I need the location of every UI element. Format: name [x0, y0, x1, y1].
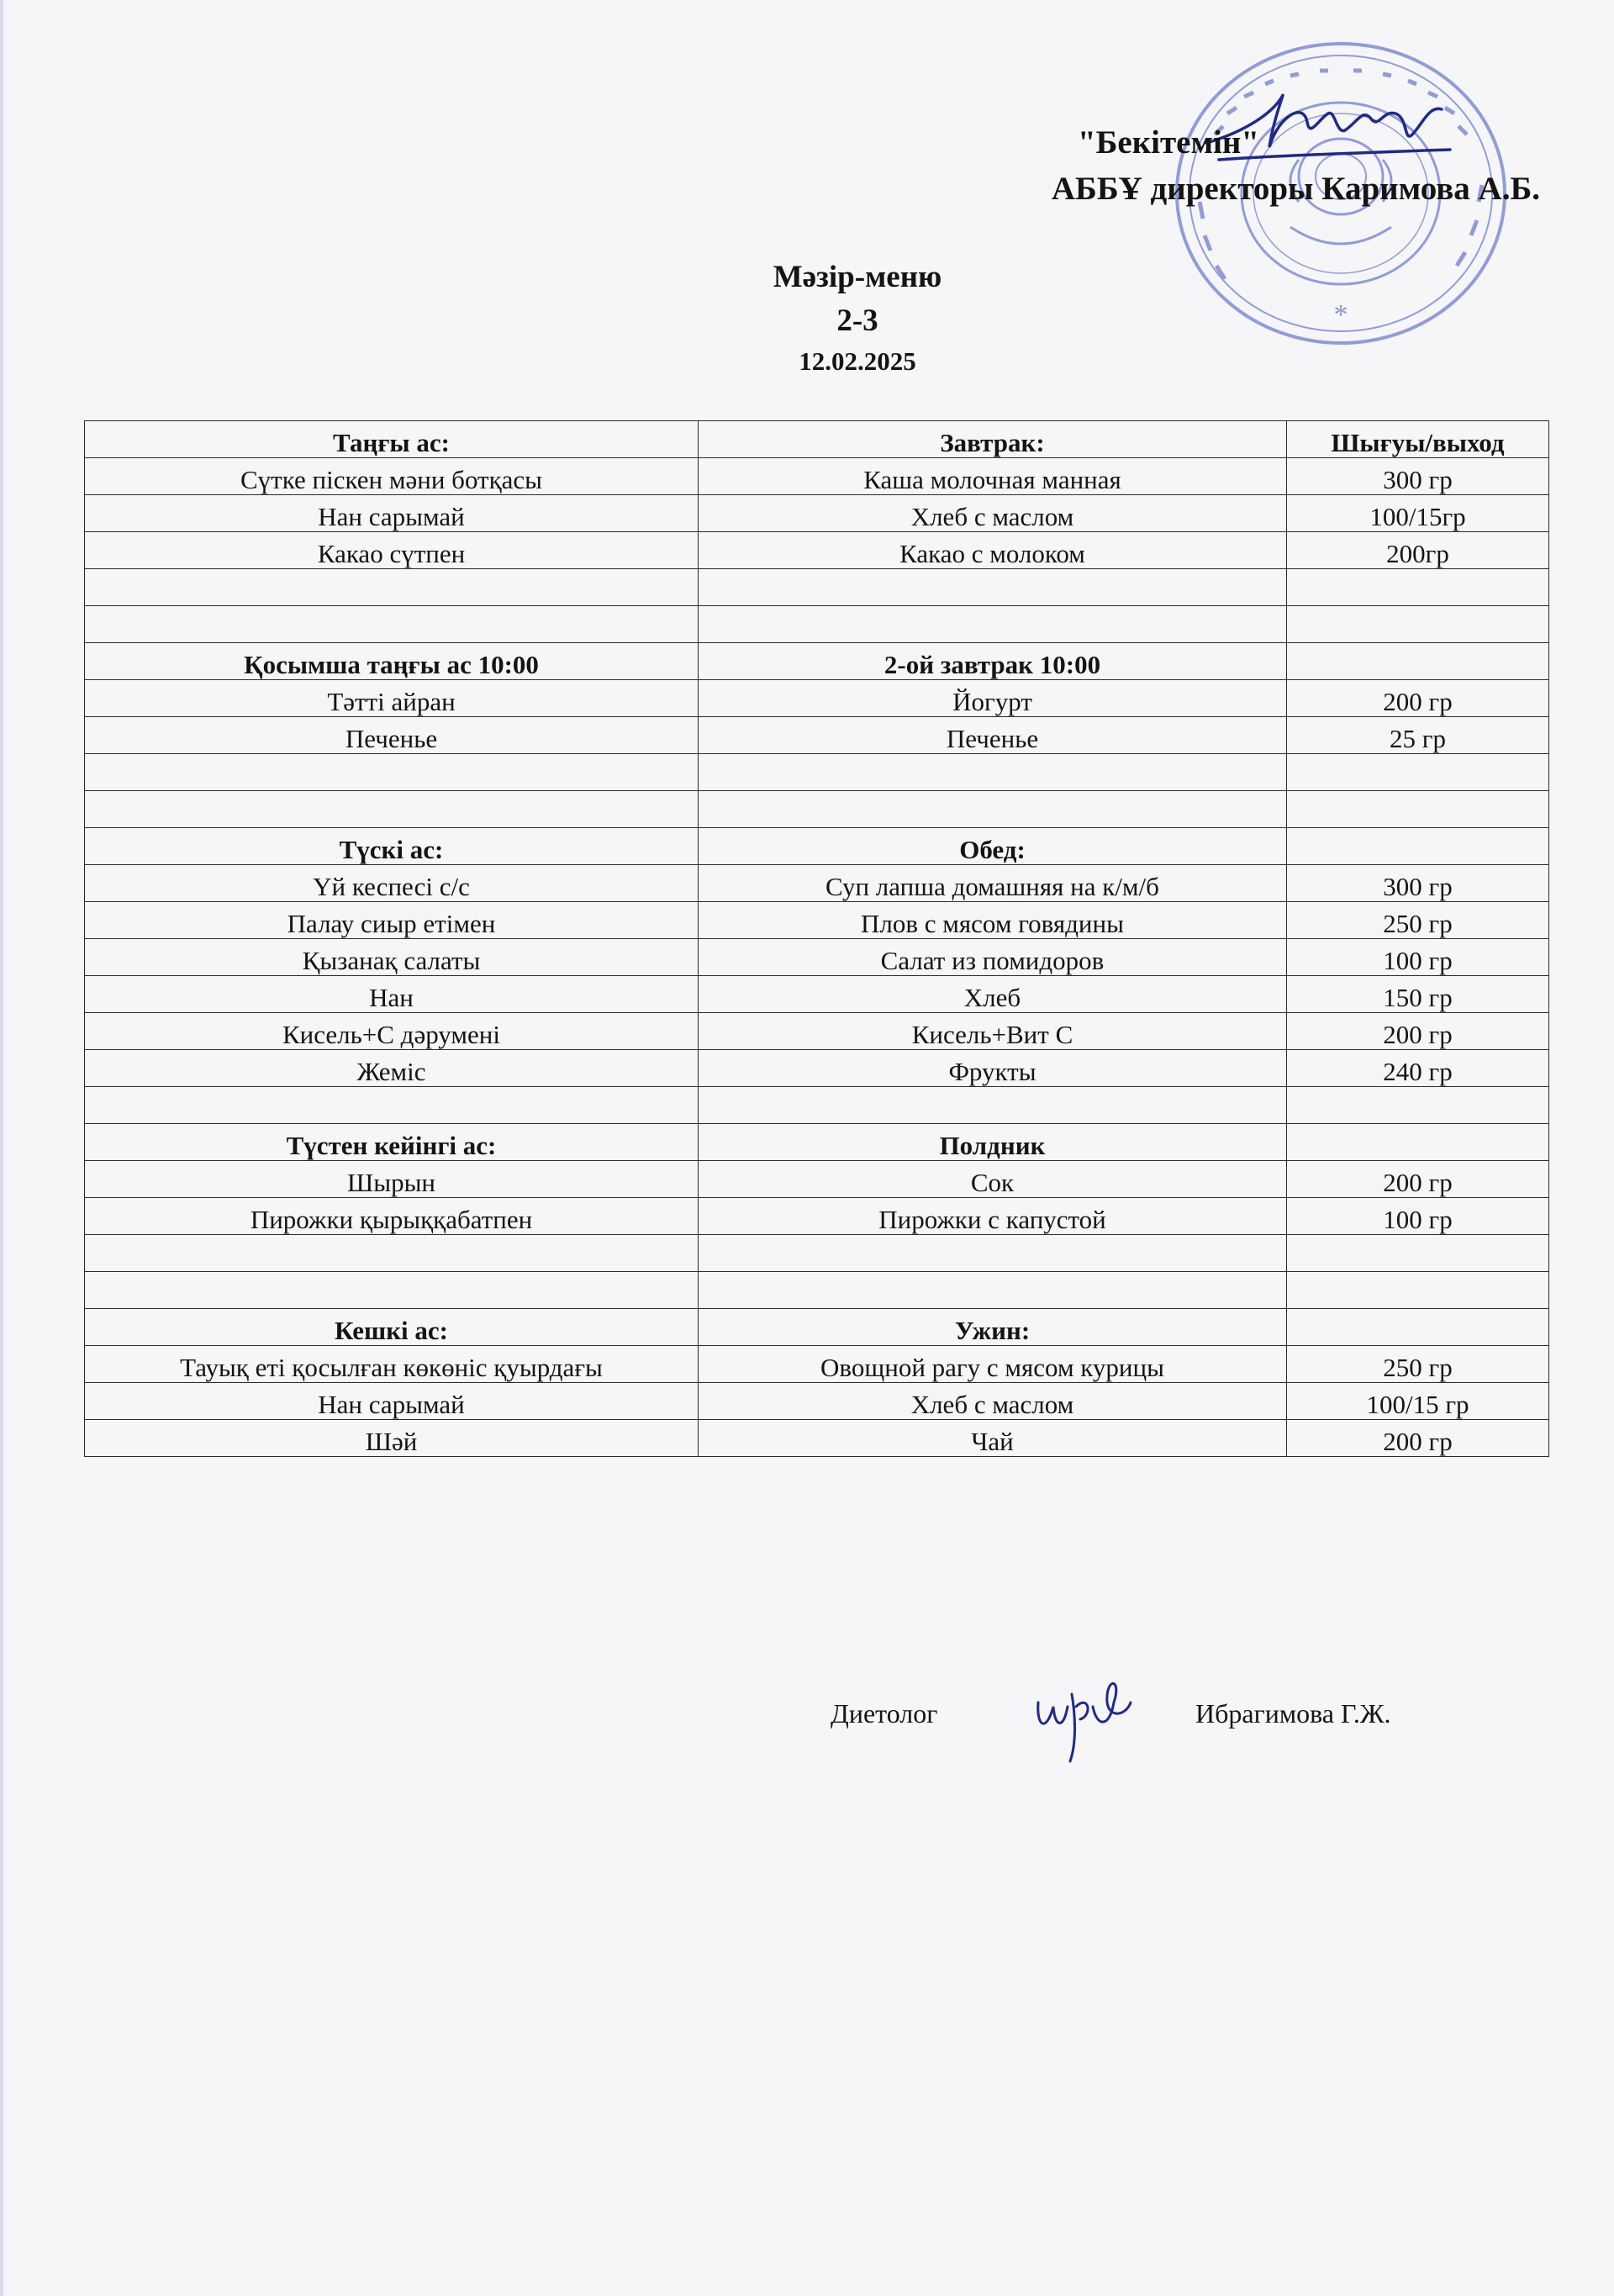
dish-kazakh: Кешкі ас: — [85, 1309, 699, 1346]
portion: 200 гр — [1287, 1420, 1549, 1457]
dish-kazakh — [85, 1235, 699, 1272]
dish-kazakh — [85, 569, 699, 606]
dish-kazakh: Палау сиыр етімен — [85, 902, 699, 939]
section-header-row — [85, 1309, 1549, 1346]
empty-row — [85, 569, 1549, 606]
empty-row — [85, 1272, 1549, 1309]
portion: 200 гр — [1287, 1161, 1549, 1198]
dish-kazakh: Шәй — [85, 1420, 699, 1457]
dish-russian — [699, 1272, 1287, 1309]
empty-row — [85, 1235, 1549, 1272]
dish-russian: Каша молочная манная — [699, 458, 1287, 495]
header-portion: Шығуы/выход — [1287, 421, 1549, 458]
dish-kazakh — [85, 1272, 699, 1309]
portion: 200гр — [1287, 532, 1549, 569]
empty-row — [85, 1087, 1549, 1124]
dish-russian: Овощной рагу с мясом курицы — [699, 1346, 1287, 1383]
menu-table — [84, 420, 1549, 1457]
dish-russian: Плов с мясом говядины — [699, 902, 1287, 939]
dish-russian — [699, 1235, 1287, 1272]
dish-russian — [699, 606, 1287, 643]
dish-russian — [699, 754, 1287, 791]
portion — [1287, 1087, 1549, 1124]
dish-kazakh: Нан сарымай — [85, 1383, 699, 1420]
dish-kazakh: Жеміс — [85, 1050, 699, 1087]
portion: 25 гр — [1287, 717, 1549, 754]
table-row — [85, 1420, 1549, 1457]
dish-kazakh — [85, 754, 699, 791]
dish-russian: Полдник — [699, 1124, 1287, 1161]
header-kazakh: Таңғы ас: — [85, 421, 699, 458]
dish-russian: Обед: — [699, 828, 1287, 865]
dish-kazakh: Сүтке піскен мәни ботқасы — [85, 458, 699, 495]
header-russian: Завтрак: — [699, 421, 1287, 458]
portion: 200 гр — [1287, 1013, 1549, 1050]
portion: 150 гр — [1287, 976, 1549, 1013]
portion: 100/15гр — [1287, 495, 1549, 532]
dish-russian: Сок — [699, 1161, 1287, 1198]
dish-russian: Печенье — [699, 717, 1287, 754]
signature-role: Диетолог — [831, 1698, 938, 1729]
table-row — [85, 1383, 1549, 1420]
dish-kazakh: Какао сүтпен — [85, 532, 699, 569]
dish-kazakh: Нан — [85, 976, 699, 1013]
svg-text:*: * — [1333, 299, 1348, 330]
portion: 200 гр — [1287, 680, 1549, 717]
dish-kazakh: Қосымша таңғы ас 10:00 — [85, 643, 699, 680]
dish-russian — [699, 791, 1287, 828]
dish-russian: Суп лапша домашняя на к/м/б — [699, 865, 1287, 902]
portion — [1287, 606, 1549, 643]
table-row — [85, 458, 1549, 495]
empty-row — [85, 754, 1549, 791]
portion: 250 гр — [1287, 902, 1549, 939]
menu-date: 12.02.2025 — [799, 346, 916, 376]
empty-row — [85, 606, 1549, 643]
portion — [1287, 754, 1549, 791]
signature-name: Ибрагимова Г.Ж. — [1195, 1698, 1391, 1729]
dish-kazakh: Кисель+С дәрумені — [85, 1013, 699, 1050]
table-row — [85, 717, 1549, 754]
dish-kazakh: Тауық еті қосылған көкөніс қуырдағы — [85, 1346, 699, 1383]
table-row — [85, 532, 1549, 569]
portion: 100 гр — [1287, 1198, 1549, 1235]
table-row — [85, 1161, 1549, 1198]
dish-russian: Чай — [699, 1420, 1287, 1457]
table-row — [85, 865, 1549, 902]
document-title: Мәзір-меню — [773, 260, 942, 294]
approval-label: "Бекітемін" — [1077, 124, 1259, 161]
portion — [1287, 1235, 1549, 1272]
dish-kazakh: Пирожки қырыққабатпен — [85, 1198, 699, 1235]
portion: 100 гр — [1287, 939, 1549, 976]
table-row — [85, 1050, 1549, 1087]
table-row — [85, 1198, 1549, 1235]
portion — [1287, 643, 1549, 680]
portion — [1287, 1272, 1549, 1309]
dish-kazakh: Печенье — [85, 717, 699, 754]
dish-kazakh: Шырын — [85, 1161, 699, 1198]
dish-russian: Йогурт — [699, 680, 1287, 717]
table-row — [85, 976, 1549, 1013]
dish-kazakh — [85, 1087, 699, 1124]
dish-russian: Пирожки с капустой — [699, 1198, 1287, 1235]
portion — [1287, 1124, 1549, 1161]
portion: 250 гр — [1287, 1346, 1549, 1383]
dish-russian — [699, 1087, 1287, 1124]
table-row — [85, 1346, 1549, 1383]
dish-russian: Фрукты — [699, 1050, 1287, 1087]
table-row — [85, 1013, 1549, 1050]
dish-russian: Хлеб — [699, 976, 1287, 1013]
dish-kazakh — [85, 606, 699, 643]
dish-kazakh: Нан сарымай — [85, 495, 699, 532]
dish-russian: Хлеб с маслом — [699, 495, 1287, 532]
dish-kazakh — [85, 791, 699, 828]
age-group: 2-3 — [836, 303, 878, 338]
dish-russian: Ужин: — [699, 1309, 1287, 1346]
portion — [1287, 791, 1549, 828]
portion: 300 гр — [1287, 458, 1549, 495]
dish-russian: Какао с молоком — [699, 532, 1287, 569]
dish-russian: Салат из помидоров — [699, 939, 1287, 976]
table-row — [85, 495, 1549, 532]
portion — [1287, 1309, 1549, 1346]
dish-russian — [699, 569, 1287, 606]
table-row — [85, 939, 1549, 976]
approval-director: АББҰ директоры Каримова А.Б. — [1051, 171, 1540, 207]
portion — [1287, 569, 1549, 606]
dietitian-signature — [1030, 1669, 1139, 1770]
page-edge — [0, 0, 3, 2296]
table-row — [85, 902, 1549, 939]
table-row — [85, 680, 1549, 717]
dish-kazakh: Түстен кейінгі ас: — [85, 1124, 699, 1161]
table-header-row — [85, 421, 1549, 458]
dish-russian: Кисель+Вит С — [699, 1013, 1287, 1050]
portion — [1287, 828, 1549, 865]
portion: 240 гр — [1287, 1050, 1549, 1087]
dish-kazakh: Қызанақ салаты — [85, 939, 699, 976]
dish-kazakh: Тәтті айран — [85, 680, 699, 717]
portion: 300 гр — [1287, 865, 1549, 902]
dish-russian: 2-ой завтрак 10:00 — [699, 643, 1287, 680]
portion: 100/15 гр — [1287, 1383, 1549, 1420]
section-header-row — [85, 643, 1549, 680]
dish-kazakh: Үй кеспесі с/с — [85, 865, 699, 902]
section-header-row — [85, 828, 1549, 865]
menu-table-body — [85, 421, 1549, 1457]
empty-row — [85, 791, 1549, 828]
dish-kazakh: Түскі ас: — [85, 828, 699, 865]
section-header-row — [85, 1124, 1549, 1161]
dish-russian: Хлеб с маслом — [699, 1383, 1287, 1420]
